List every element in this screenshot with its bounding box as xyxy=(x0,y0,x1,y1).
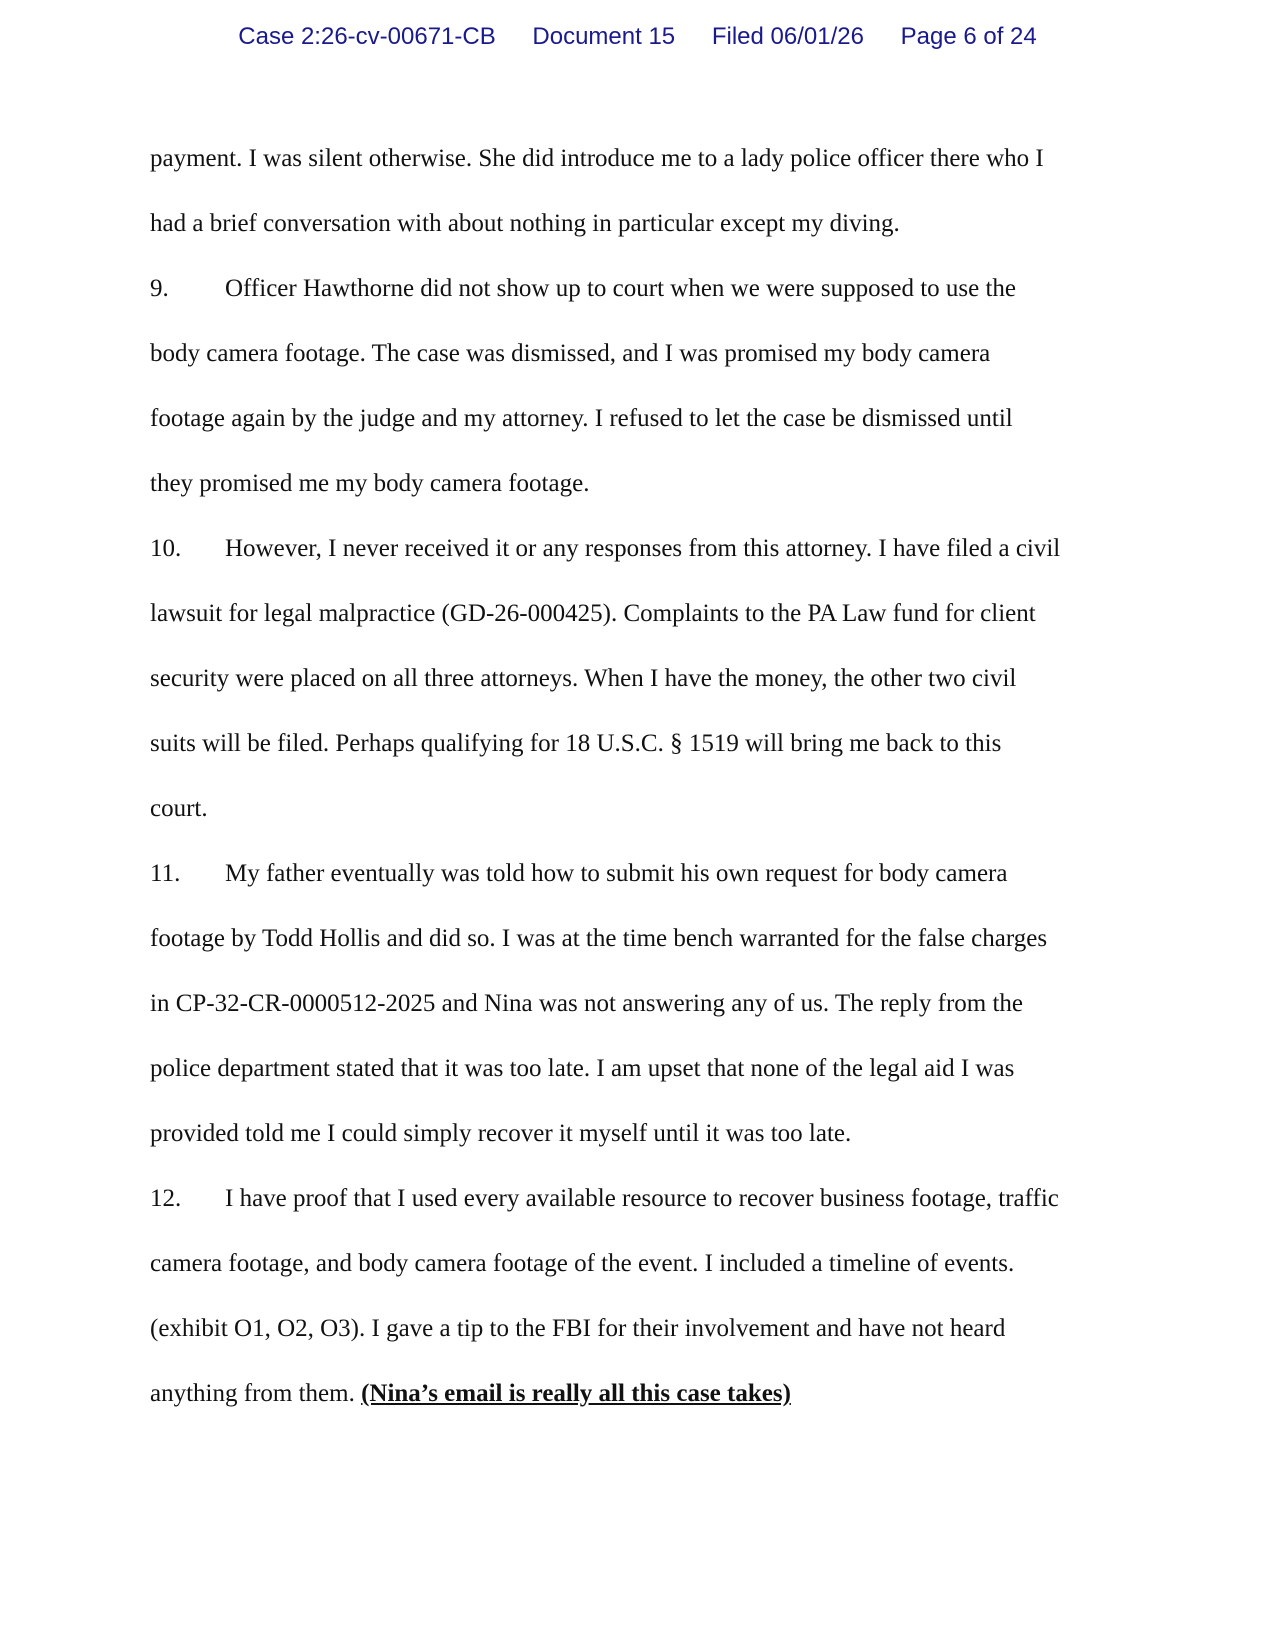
document-number: Document 15 xyxy=(532,23,676,50)
filing-header xyxy=(0,23,1275,51)
paragraph-number: 9. xyxy=(150,275,169,302)
text-line: lawsuit for legal malpractice (GD-26-000425). Complaints to the PA Law fund for client xyxy=(150,600,1036,627)
text-line: I have proof that I used every available resource to recover business footage, traffic xyxy=(225,1185,1059,1212)
text-line: (exhibit O1, O2, O3). I gave a tip to the FBI for their involvement and have not heard xyxy=(150,1315,1006,1342)
text-line: police department stated that it was too late. I am upset that none of the legal aid I was xyxy=(150,1055,1015,1082)
paragraph-12-first-line xyxy=(150,1179,1140,1244)
paragraph-number: 10. xyxy=(150,535,182,562)
paragraph-12-last-line xyxy=(150,1374,1140,1439)
paragraph-11-first-line xyxy=(150,854,1140,919)
emphasized-note: (Nina’s email is really all this case takes) xyxy=(361,1380,791,1407)
document-body xyxy=(150,139,1140,1439)
paragraph-number: 12. xyxy=(150,1185,182,1212)
text-line: suits will be filed. Perhaps qualifying for 18 U.S.C. § 1519 will bring me back to this xyxy=(150,730,1002,757)
text-line: court. xyxy=(150,795,208,822)
text-line: footage by Todd Hollis and did so. I was at the time bench warranted for the false charges xyxy=(150,925,1048,952)
text-line: they promised me my body camera footage. xyxy=(150,470,590,497)
text-line: footage again by the judge and my attorney. I refused to let the case be dismissed until xyxy=(150,405,1013,432)
case-number: Case 2:26-cv-00671-CB xyxy=(238,23,496,50)
text-line: anything from them. xyxy=(150,1380,362,1407)
text-line: security were placed on all three attorneys. When I have the money, the other two civil xyxy=(150,665,1017,692)
text-line: had a brief conversation with about nothing in particular except my diving. xyxy=(150,210,900,237)
page-indicator: Page 6 of 24 xyxy=(900,23,1037,50)
filed-date: Filed 06/01/26 xyxy=(711,23,864,50)
paragraph-10-first-line xyxy=(150,529,1140,594)
text-line: camera footage, and body camera footage of the event. I included a timeline of events. xyxy=(150,1250,1015,1277)
text-line: Officer Hawthorne did not show up to court when we were supposed to use the xyxy=(225,275,1017,302)
text-line: body camera footage. The case was dismissed, and I was promised my body camera xyxy=(150,340,991,367)
text-line: My father eventually was told how to submit his own request for body camera xyxy=(225,860,1008,887)
text-line: payment. I was silent otherwise. She did introduce me to a lady police officer there who I xyxy=(150,145,1044,172)
paragraph-number: 11. xyxy=(150,860,181,887)
text-line: provided told me I could simply recover it myself until it was too late. xyxy=(150,1120,852,1147)
text-line: in CP-32-CR-0000512-2025 and Nina was not answering any of us. The reply from the xyxy=(150,990,1024,1017)
text-line: However, I never received it or any responses from this attorney. I have filed a civil xyxy=(225,535,1061,562)
paragraph-9-first-line xyxy=(150,269,1140,334)
